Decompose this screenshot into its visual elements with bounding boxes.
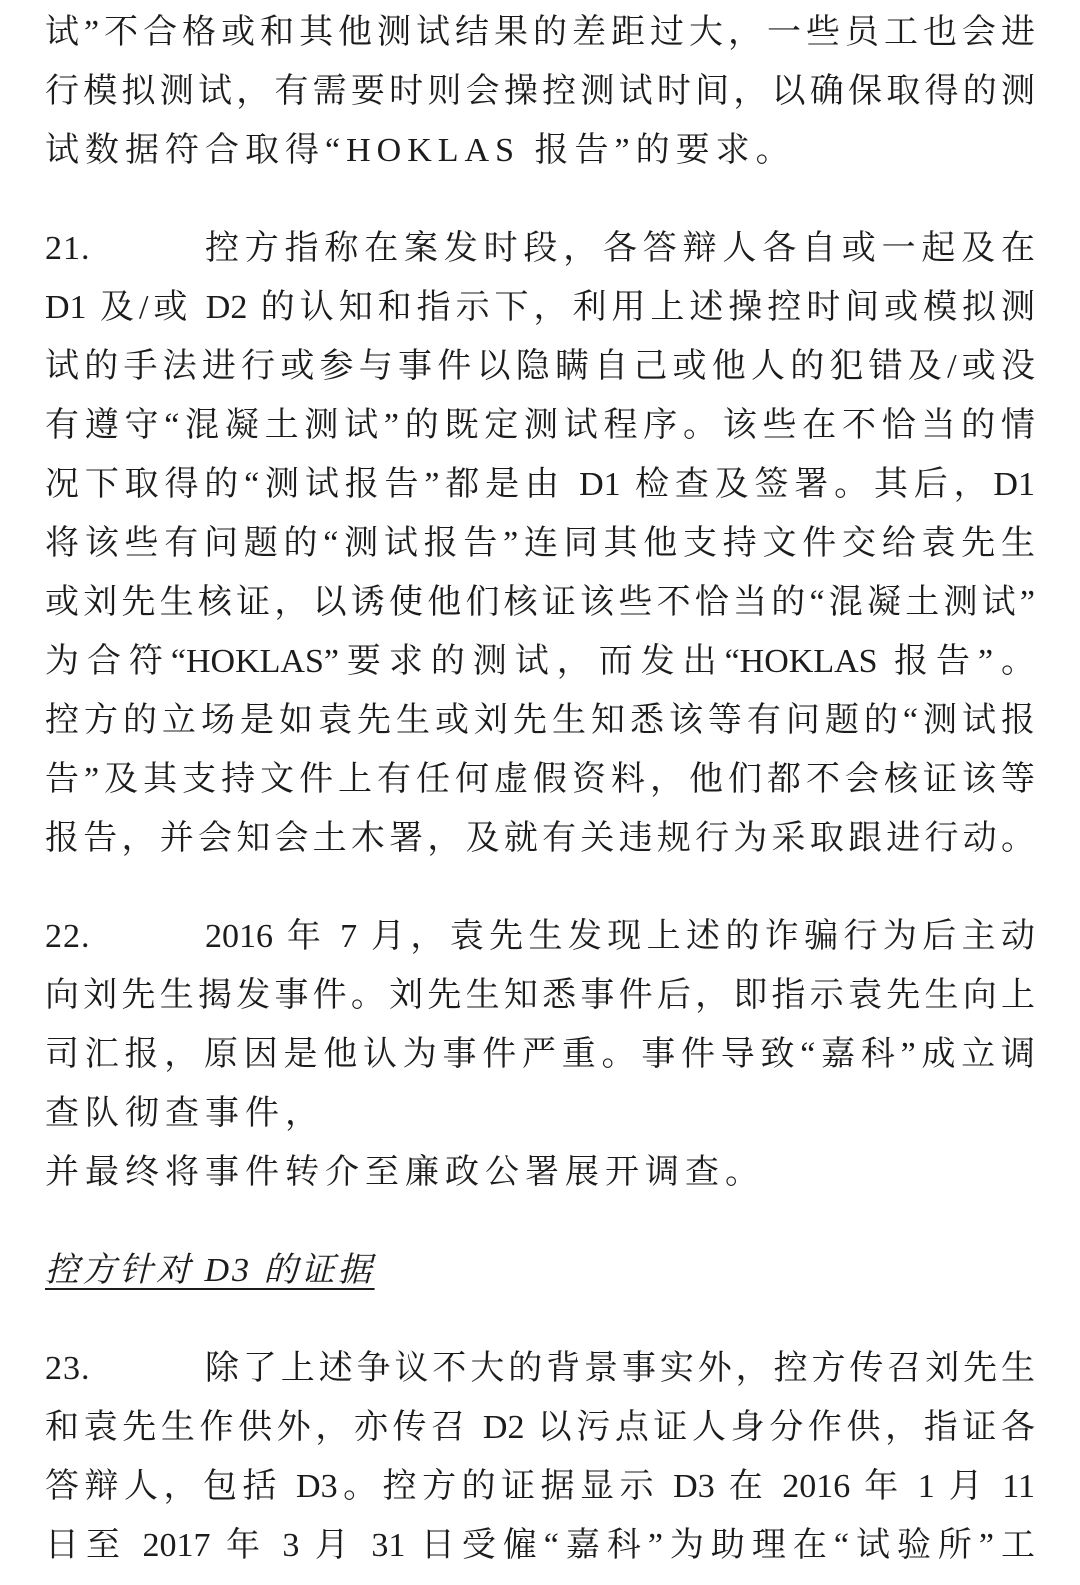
text-line: 试数据符合取得“HOKLAS 报告”的要求。 (45, 132, 796, 169)
text-line: 除了上述争议不大的背景事实外，控方传召刘先生 (205, 1350, 1035, 1387)
text-line: 控方指称在案发时段，各答辩人各自或一起及在 (205, 230, 1035, 267)
text-line: 试”不合格或和其他测试结果的差距过大，一些员工也会进 (45, 14, 1035, 51)
text-line: 答辩人，包括 D3。控方的证据显示 D3 在 2016 年 1 月 11 (45, 1468, 1035, 1505)
paragraph-first-line (45, 907, 1035, 966)
text-line: 或刘先生核证，以诱使他们核证该些不恰当的“混凝土测试” (45, 584, 1035, 621)
paragraph-21 (45, 219, 1035, 868)
text-line: 有遵守“混凝土测试”的既定测试程序。该些在不恰当的情 (45, 407, 1035, 444)
text-line: 司汇报，原因是他认为事件严重。事件导致“嘉科”成立调 (45, 1036, 1035, 1073)
text-line: 试的手法进行或参与事件以隐瞒自己或他人的犯错及/或没 (45, 348, 1035, 385)
text-line: 查队彻查事件，并最终将事件转介至廉政公署展开调查。 (45, 1095, 765, 1191)
paragraph-20-continuation (45, 3, 1035, 180)
text-line: 将该些有问题的“测试报告”连同其他支持文件交给袁先生 (45, 525, 1035, 562)
text-line: 控方的立场是如袁先生或刘先生知悉该等有问题的“测试报 (45, 702, 1035, 739)
text-line: 日至 2017 年 3 月 31 日受僱“嘉科”为助理在“试验所”工 (45, 1527, 1035, 1564)
paragraph-first-line (45, 1339, 1035, 1398)
paragraph-number: 23. (45, 1350, 91, 1387)
section-heading (45, 1241, 1035, 1300)
text-line: 况下取得的“测试报告”都是由 D1 检查及签署。其后，D1 (45, 466, 1035, 503)
paragraph-number: 22. (45, 918, 91, 955)
section-heading-text: 控方针对 D3 的证据 (45, 1252, 375, 1289)
text-line: 告”及其支持文件上有任何虚假资料，他们都不会核证该等 (45, 761, 1035, 798)
text-line: 行模拟测试，有需要时则会操控测试时间，以确保取得的测 (45, 73, 1035, 110)
text-line: 和袁先生作供外，亦传召 D2 以污点证人身分作供，指证各 (45, 1409, 1035, 1446)
text-line: 2016 年 7 月，袁先生发现上述的诈骗行为后主动 (205, 918, 1035, 955)
paragraph-23 (45, 1339, 1035, 1575)
paragraph-22 (45, 907, 1035, 1202)
text-line: 为合符“HOKLAS”要求的测试，而发出“HOKLAS 报告”。 (45, 643, 1035, 680)
paragraph-number: 21. (45, 230, 91, 267)
paragraph-first-line (45, 219, 1035, 278)
text-line: 报告，并会知会土木署，及就有关违规行为采取跟进行动。 (45, 820, 1035, 857)
text-line: 向刘先生揭发事件。刘先生知悉事件后，即指示袁先生向上 (45, 977, 1035, 1014)
text-line: D1 及/或 D2 的认知和指示下，利用上述操控时间或模拟测 (45, 289, 1035, 326)
